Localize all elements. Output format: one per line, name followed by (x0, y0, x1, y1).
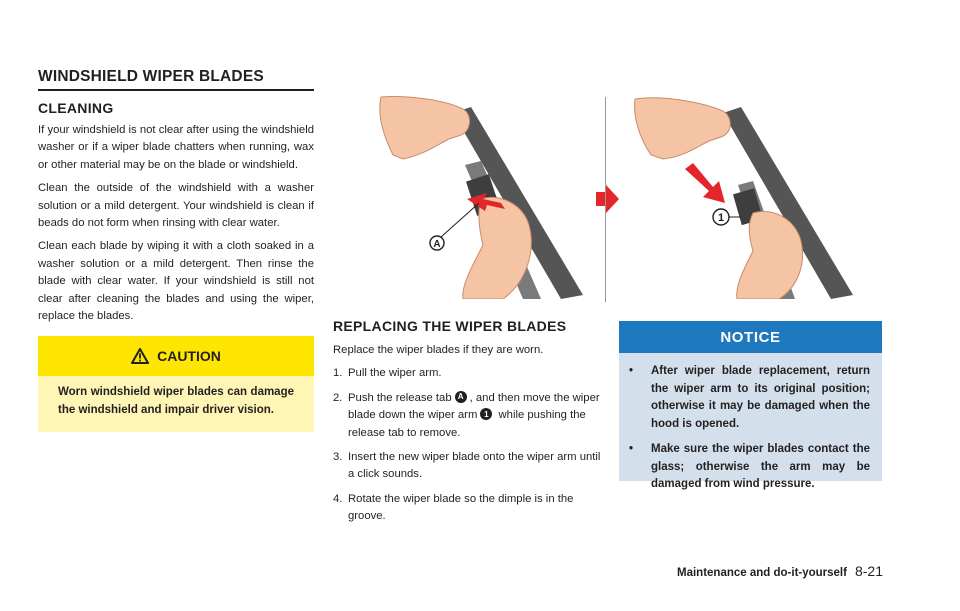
replacing-section (333, 318, 601, 533)
replacing-steps (333, 365, 601, 525)
caution-box (38, 336, 314, 432)
step-2-number: 2. (333, 391, 343, 404)
notice-item-2-text: Make sure the wiper blades contact the glass; otherwise the arm may be damaged from wind pressure. (651, 443, 870, 490)
step-3-text: Insert the new wiper blade onto the wiper arm until a click sounds. (348, 451, 601, 481)
notice-item-2 (629, 441, 870, 494)
section-title-rule (38, 89, 314, 91)
cleaning-section (38, 100, 314, 331)
step-3 (333, 449, 601, 484)
step-2-text-after: while pushing the release tab to remove. (348, 409, 586, 439)
step-1-text: Pull the wiper arm. (348, 367, 442, 380)
right-panel (635, 98, 853, 299)
label-a-leader (441, 203, 479, 237)
step-4-number: 4. (333, 492, 343, 505)
right-lower-hand (737, 211, 803, 299)
caution-title: CAUTION (157, 348, 221, 364)
step-2-text-mid: , and then move the wiper blade down the wiper arm (348, 391, 600, 422)
label-a-text: A (433, 239, 441, 250)
step-4 (333, 491, 601, 526)
left-panel (380, 97, 583, 300)
label-1-text: 1 (717, 212, 725, 224)
step-2-text (348, 390, 601, 442)
notice-box (619, 321, 882, 490)
warning-triangle-icon (131, 348, 149, 364)
step-1 (333, 365, 601, 382)
right-upper-hand (635, 98, 731, 159)
step-arrow (596, 185, 619, 213)
notice-item-1 (629, 363, 870, 433)
figure-divider (605, 97, 606, 302)
step-2 (333, 390, 601, 442)
callout-1-badge: 1 (480, 408, 492, 420)
cleaning-paragraph-3: Clean each blade by wiping it with a cloth soaked in a washer solution or a mild detergent. Then rinse the blade with clear water. If your windshield is still not clear after cleaning the blades and using the wiper, replace the blades. (38, 240, 314, 323)
step-1-number: 1. (333, 367, 343, 380)
notice-item-2-bullet: • (629, 443, 634, 455)
cleaning-paragraph-1: If your windshield is not clear after using the windshield washer or if a wiper blade chatters when running, wax or other material may be on the blade or windshield. (38, 124, 314, 171)
page-footer (677, 563, 883, 579)
footer-chapter-title: Maintenance and do-it-yourself (677, 567, 847, 579)
replacing-intro: Replace the wiper blades if they are worn. (333, 344, 544, 356)
step-3-number: 3. (333, 451, 343, 464)
notice-item-1-bullet: • (629, 365, 634, 377)
callout-a-badge: A (455, 391, 467, 403)
wiper-blade-removal-illustration (333, 95, 883, 299)
cleaning-paragraph-2: Clean the outside of the windshield with a washer solution or a mild detergent. Your windshield is clean if beads do not form when rinsing with clear water. (38, 182, 314, 230)
page-number: 8-21 (854, 563, 883, 579)
section-title: WINDSHIELD WIPER BLADES (38, 68, 264, 85)
caution-text: Worn windshield wiper blades can damage the windshield and impair driver vision. (58, 386, 294, 416)
caution-header (38, 336, 314, 376)
notice-list (619, 353, 882, 494)
left-upper-hand (380, 97, 470, 160)
notice-header: NOTICE (619, 321, 882, 353)
step-2-text-before: Push the release tab (348, 391, 452, 404)
notice-item-1-text: After wiper blade replacement, return the wiper arm to its original position; otherwise it may be damaged when the hood is opened. (651, 365, 870, 430)
step-4-text: Rotate the wiper blade so the dimple is in the groove. (348, 492, 574, 523)
right-slide-arrow (685, 163, 725, 203)
replacing-heading: REPLACING THE WIPER BLADES (333, 318, 567, 334)
cleaning-heading: CLEANING (38, 100, 114, 116)
